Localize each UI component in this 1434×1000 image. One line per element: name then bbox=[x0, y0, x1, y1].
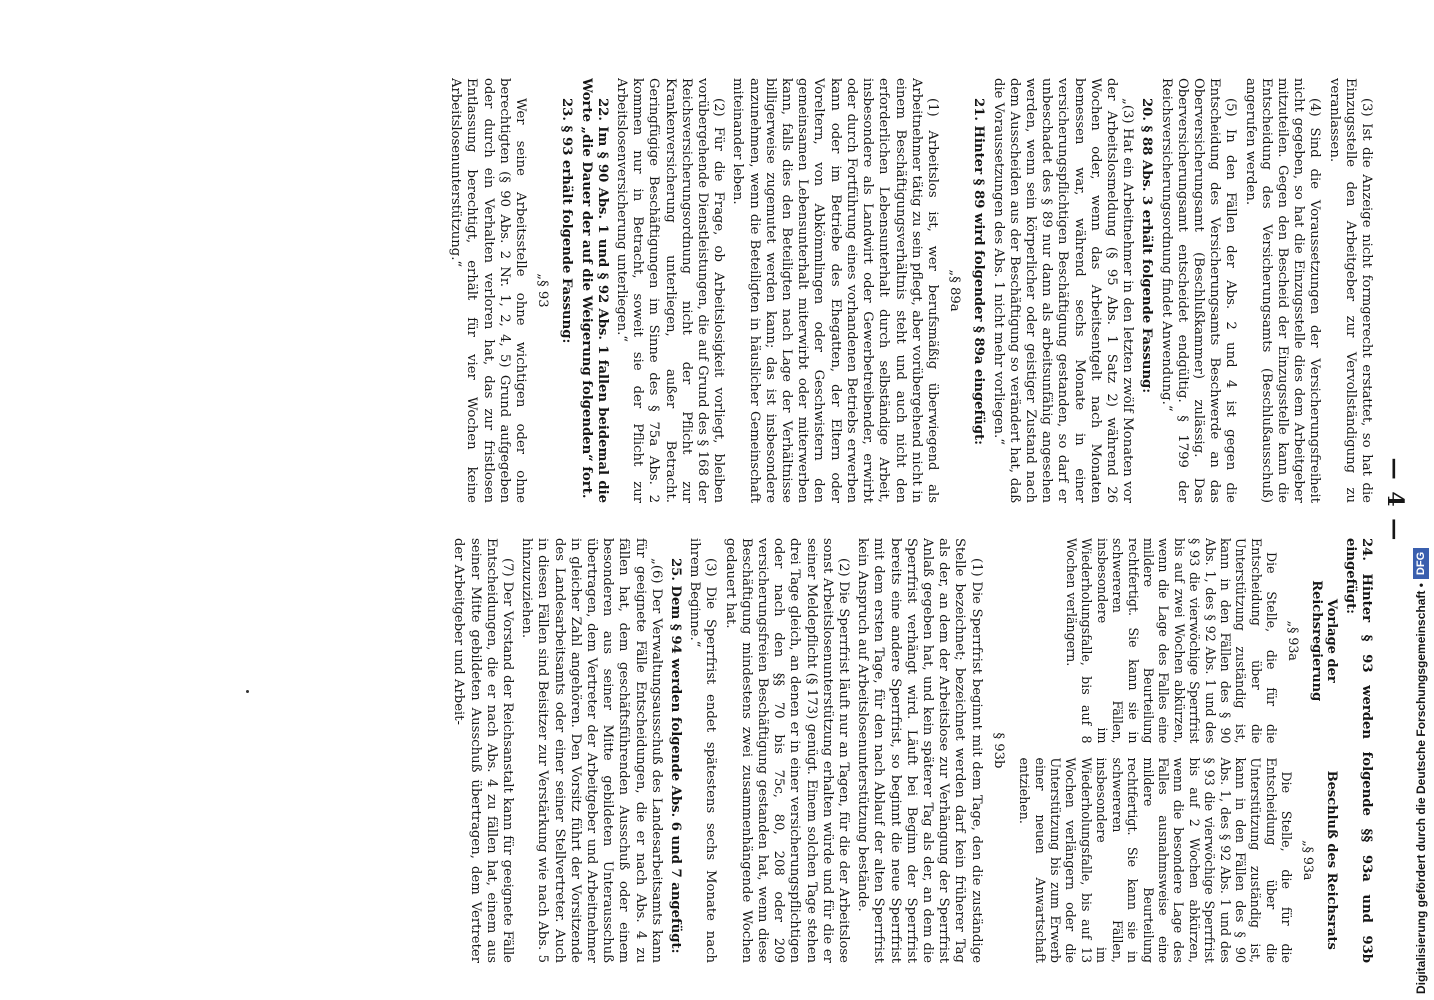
paragraph: (1) Arbeitslos ist, wer berufsmäßig überwiegend als Arbeitnehmer tätig zu sein pflegt, aber vorübergehend nicht in einem Beschäftigungsverhältnis steht und auch nicht den erforderlichen Lebensunterhalt durch selbständige Arbeit, insbesondere als Landwirt oder Gewerbetreibender, erwirbt oder durch Fortführung eines vorhandenen Betriebs erwerben kann oder im Betriebe des Ehegatten, der Eltern oder Voreltern, von Abkömmlingen oder Geschwistern den gemeinsamen Lebensunterhalt miterwirbt oder miterwerben kann, falls dies den Beteiligten nach Lage der Verhältnisse billigerweise zugemutet werden kann; das ist insbesondere anzunehmen, wenn die Beteiligten in häuslicher Gemeinschaft miteinander leben. bbox=[730, 78, 940, 503]
paragraph: (7) Der Vorstand der Reichsanstalt kann für geeignete Fälle Entscheidungen, die er nach Abs. 4 zu fällen hat, einem aus seiner Mitte gebildeten Ausschuß übertragen, dem Vertreter der Arbeitgeber und Arbeit- bbox=[451, 538, 515, 963]
paragraph: (2) Für die Frage, ob Arbeitslosigkeit vorliegt, bleiben vorübergehende Dienstleistungen, die auf Grund des § 168 der Reichsversicherungsordnung nicht der Pflicht zur Krankenversicherung unterliegen, außer Betracht. Geringfügige Beschäftigungen im Sinne des § 75a Abs. 2 kommen nur in Betracht, soweit sie der Pflicht zur Arbeitslosenversicherung unterliegen.“ bbox=[614, 78, 727, 503]
paragraph: Die Stelle, die für die Entscheidung über die Unterstützung zuständig ist, kann in den Fällen des § 90 Abs. 1, des § 92 Abs. 1 und des § 93 die vierwöchige Sperrfrist bis auf zwei Wochen abkürzen, wenn die Lage des Falles eine mildere Beurteilung rechtfertigt. Sie kann sie in schwereren Fällen, insbesondere im Wiederholungsfalle, bis auf 8 Wochen verlängern. bbox=[1063, 538, 1280, 744]
section-title: „§ 89a bbox=[947, 269, 963, 312]
page-number: — 4 — bbox=[1382, 457, 1408, 543]
reichsrat-decision bbox=[1014, 758, 1339, 964]
section-title: „§ 93a bbox=[1285, 620, 1301, 661]
left-column bbox=[364, 78, 1374, 503]
item-heading: 25. Dem § 94 werden folgende Abs. 6 und 7 angefügt: bbox=[668, 558, 684, 954]
section-title: „§ 93a bbox=[1300, 840, 1316, 881]
comparison-columns bbox=[1014, 538, 1339, 963]
government-draft bbox=[1014, 538, 1339, 744]
digitization-credit bbox=[1410, 6, 1432, 994]
item-heading: 23. § 93 erhält folgende Fassung: bbox=[559, 98, 575, 344]
paragraph: „(3) Hat ein Arbeitnehmer in den letzten zwölf Monaten vor der Arbeitslosmeldung (§ 95 Abs. 1 Satz 2) während 26 Wochen oder, wenn das Arbeitsentgelt nach Monaten bemessen war, während sechs Monate in einer versicherungspflichtigen Beschäftigung gestanden, so darf er unbeschadet des § 89 nur dann als arbeitsunfähig angesehen werden, wenn sein körperlicher oder geistiger Zustand nach dem Ausscheiden aus der Beschäftigung so verändert hat, daß die Voraussetzungen des Abs. 1 nicht mehr vorliegen.“ bbox=[990, 78, 1136, 503]
item-heading: 21. Hinter § 89 wird folgender § 89a eingefügt: bbox=[971, 98, 987, 446]
dfg-logo: DFG bbox=[1413, 548, 1429, 579]
government-draft-heading: Vorlage der Reichsregierung bbox=[1308, 580, 1339, 702]
item-heading: 24. Hinter § 93 werden folgende §§ 93a und 93b eingefügt: bbox=[1342, 538, 1374, 963]
section-title: § 93b bbox=[990, 732, 1006, 769]
section-title: „§ 93 bbox=[535, 273, 551, 308]
paragraph: Die Stelle, die für die Entscheidung über die Unterstützung zuständig ist, kann in den Fällen des § 90 Abs. 1, des § 92 Abs. 1 und des § 93 die vierwöchige Sperrfrist bis auf 2 Wochen abkürzen, wenn die besondere Lage des Falles ausnahmsweise eine mildere Beurteilung rechtfertigt. Sie kann sie in schwereren Fällen, insbesondere im Wiederholungsfalle, bis auf 13 Wochen verlängern oder die Unterstützung bis zum Erwerb einer neuen Anwartschaft entziehen. bbox=[1017, 757, 1295, 963]
paragraph: Wer seine Arbeitsstelle ohne wichtigen oder ohne berechtigten (§ 90 Abs. 2 Nr. 1, 2, 4, 5) Grund aufgegeben oder durch ein Verhalten verloren hat, das zur fristlosen Entlassung berechtigt, erhält für vier Wochen keine Arbeitslosenunterstützung.“ bbox=[448, 78, 529, 503]
paragraph: „(6) Der Verwaltungsausschuß des Landesarbeitsamts kann für geeignete Fälle Entscheidungen, die er nach Abs. 4 zu fällen hat, dem geschäftsführenden Ausschuß oder einem besonderen aus seiner Mitte gebildeten Unterausschuß übertragen, dem Vertreter der Arbeitgeber und Arbeitnehmer in gleicher Zahl angehören. Den Vorsitz führt der Vorsitzende des Landesarbeitsamts oder einer seiner Stellvertreter. Auch in diesen Fällen sind Beisitzer zur Verstärkung wie nach Abs. 5 hinzuzuziehen. bbox=[519, 538, 664, 963]
paragraph: (5) In den Fällen der Abs. 2 und 4 ist gegen die Entscheidung des Versicherungsamts Beschwerde an das Oberversicherungsamt (Beschlußkammer) zulässig. Das Oberversicherungsamt entscheidet endgültig. § 1799 der Reichsversicherungsordnung findet Anwendung.“ bbox=[1158, 78, 1239, 503]
right-column bbox=[364, 538, 1374, 963]
item-heading: 20. § 88 Abs. 3 erhält folgende Fassung: bbox=[1139, 98, 1155, 394]
paragraph: (1) Die Sperrfrist beginnt mit dem Tage, den die zuständige Stelle bezeichnet; bezeichnet werden darf kein früherer Tag als der, an dem der Arbeitslose zur Verhängung der Sperrfrist Anlaß gegeben hat, und kein späterer Tag als der, an dem die Sperrfrist verhängt wird. Läuft bei Beginn der Sperrfrist bereits eine andere Sperrfrist, so beginnt die neue Sperrfrist mit dem ersten Tage, für den nach Ablauf der alten Sperrfrist kein Anspruch auf Arbeitslosenunterstützung bestände. bbox=[855, 538, 984, 963]
paragraph: (3) Die Sperrfrist endet spätestens sechs Monate nach ihrem Beginne.“ bbox=[687, 538, 719, 963]
paragraph: (2) Die Sperrfrist läuft nur an Tagen, für die der Arbeitslose sonst Arbeitslosenunterstützung erhalten würde und für die er seiner Meldepflicht (§ 173) genügt. Einem solchen Tage stehen drei Tage gleich, an denen er in einer versicherungspflichtigen oder nach den §§ 70 bis 75c, 80, 208 oder 209 versicherungsfreien Beschäftigung gestanden hat, wenn diese Beschäftigung mindestens zwei zusammenhängende Wochen gedauert hat. bbox=[722, 538, 852, 963]
paragraph: (3) Ist die Anzeige nicht formgerecht erstattet, so hat die Einzugsstelle den Arbeitgeber zur Vervollständigung zu veranlassen. bbox=[1326, 78, 1374, 503]
credit-text: Digitalisierung gefördert durch die Deutsche Forschungsgemeinschaft • bbox=[1414, 583, 1428, 994]
paragraph: (4) Sind die Voraussetzungen der Versicherungsfreiheit nicht gegeben, so hat die Einzugsstelle dies dem Arbeitgeber mitzuteilen. Gegen den Bescheid der Einzugsstelle kann die Entscheidung des Versicherungsamts (Beschlußausschuß) angerufen werden. bbox=[1242, 78, 1323, 503]
reichsrat-decision-heading: Beschluß des Reichsrats bbox=[1323, 770, 1339, 950]
speck-mark bbox=[246, 690, 249, 693]
item-heading: 22. Im § 90 Abs. 1 und § 92 Abs. 1 fallen beidemal die Worte „die Dauer der auf die Weigerung folgenden“ fort. bbox=[578, 78, 610, 503]
